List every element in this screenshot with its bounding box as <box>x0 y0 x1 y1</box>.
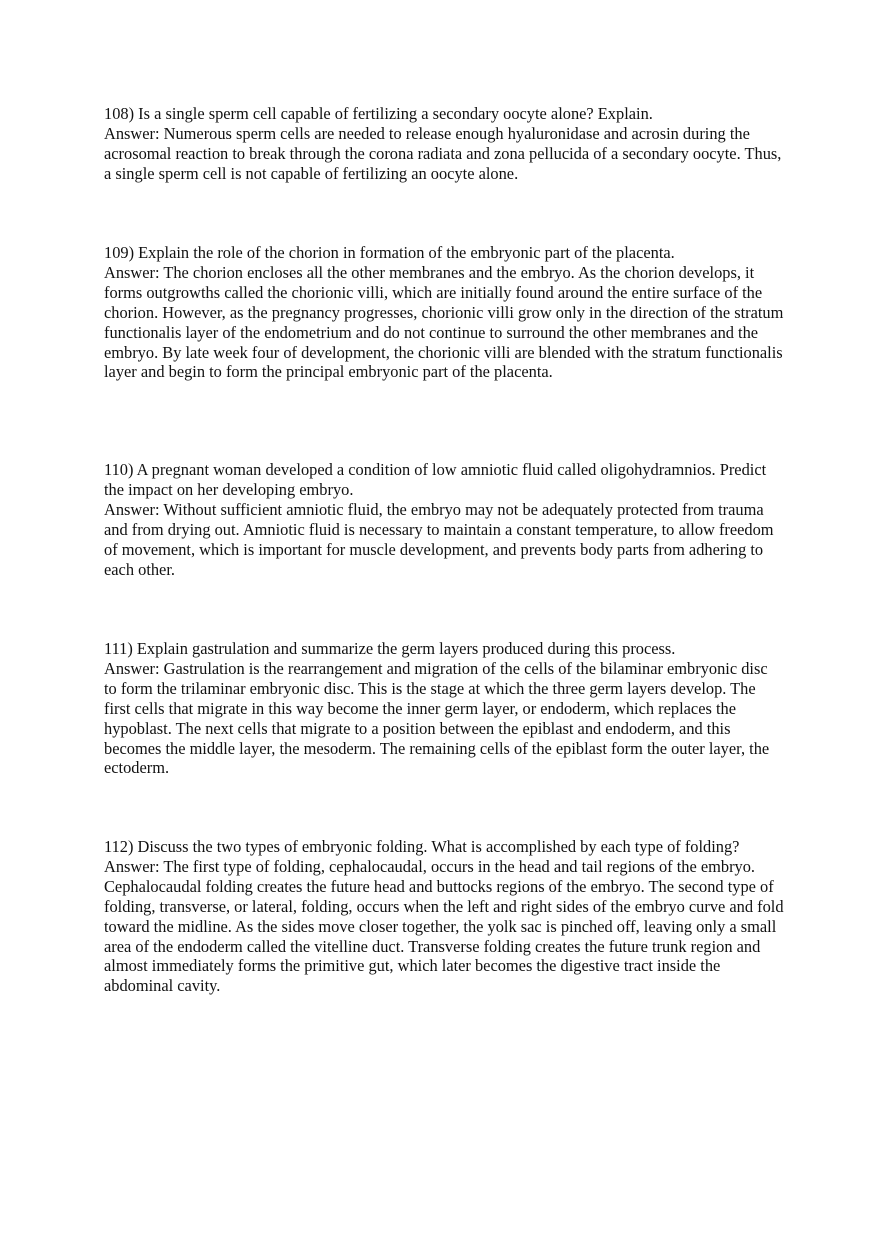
answer-text: Answer: The chorion encloses all the other membranes and the embryo. As the chorion develops, it forms outgrowths called the chorionic villi, which are initially found around the entire surface of the chorion. However, as the pregnancy progresses, chorionic villi grow only in the direction of the stratum functionalis layer of the endometrium and do not continue to surround the other membranes and the embryo. By late week four of development, the chorionic villi are blended with the stratum functionalis layer and begin to form the principal embryonic part of the placenta. <box>104 262 784 382</box>
answer-text: Answer: Numerous sperm cells are needed to release enough hyaluronidase and acrosin during the acrosomal reaction to break through the corona radiata and zona pellucida of a secondary oocyte. Thus, a single sperm cell is not capable of fertilizing an oocyte alone. <box>104 123 782 183</box>
question-text: 108) Is a single sperm cell capable of fertilizing a secondary oocyte alone? Explain. <box>104 104 653 123</box>
question-text: 109) Explain the role of the chorion in formation of the embryonic part of the placenta. <box>104 243 675 262</box>
answer-text: Answer: Gastrulation is the rearrangement and migration of the cells of the bilaminar embryonic disc to form the trilaminar embryonic disc. This is the stage at which the three germ layers develop. The first cells that migrate in this way become the inner germ layer, or endoderm, which replaces the hypoblast. The next cells that migrate to a position between the epiblast and endoderm, and this becomes the middle layer, the mesoderm. The remaining cells of the epiblast form the outer layer, the ectoderm. <box>104 658 770 778</box>
question-text: 110) A pregnant woman developed a condition of low amniotic fluid called oligohydramnios. Predict the impact on her developing embryo. <box>104 460 767 499</box>
question-text: 111) Explain gastrulation and summarize the germ layers produced during this process. <box>104 639 676 658</box>
answer-text: Answer: Without sufficient amniotic fluid, the embryo may not be adequately protected from trauma and from drying out. Amniotic fluid is necessary to maintain a constant temperature, to allow freedom of movement, which is important for muscle development, and prevents body parts from adhering to each other. <box>104 499 774 579</box>
question-text: 112) Discuss the two types of embryonic folding. What is accomplished by each type of folding? <box>104 837 740 856</box>
question-block-112 <box>104 837 784 996</box>
question-block-108 <box>104 104 784 184</box>
answer-text: Answer: The first type of folding, cephalocaudal, occurs in the head and tail regions of the embryo. Cephalocaudal folding creates the future head and buttocks regions of the embryo. The second type of folding, transverse, or lateral, folding, occurs when the left and right sides of the embryo curve and fold toward the midline. As the sides move closer together, the yolk sac is pinched off, leaving only a small area of the endoderm called the vitelline duct. Transverse folding creates the future trunk region and almost immediately forms the primitive gut, which later becomes the digestive tract inside the abdominal cavity. <box>104 856 784 996</box>
question-block-111 <box>104 639 784 778</box>
question-block-110 <box>104 460 784 579</box>
question-block-109 <box>104 243 784 382</box>
